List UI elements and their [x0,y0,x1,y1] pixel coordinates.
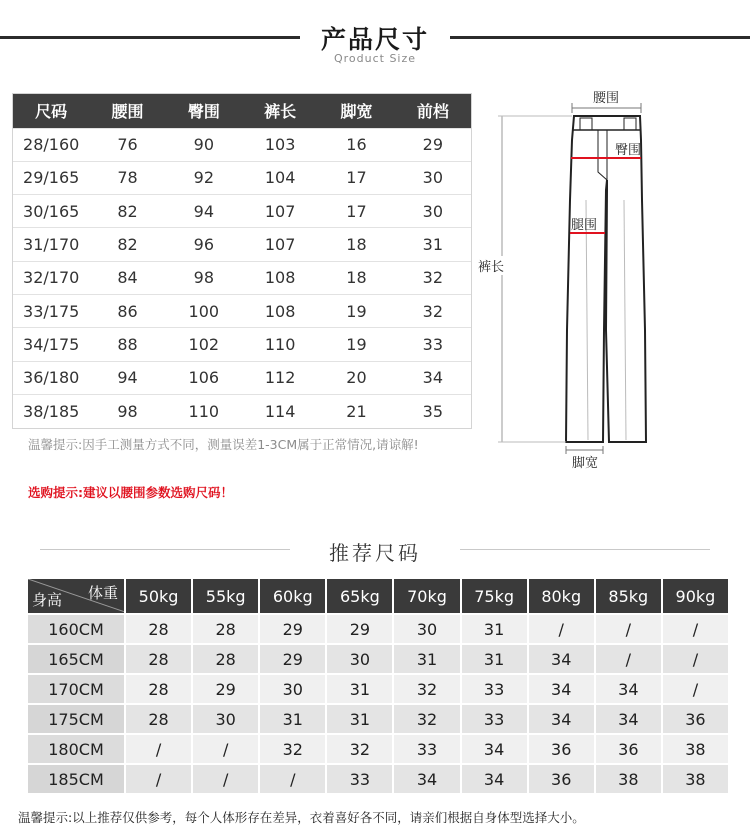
size-table-cell: 20 [318,361,394,394]
height-row-header: 180CM [28,735,124,763]
recommend-row [28,675,728,703]
recommend-row [28,705,728,733]
recommend-size-cell: 33 [462,705,527,733]
size-table-cell: 103 [242,128,318,161]
size-table-cell: 98 [166,261,242,294]
size-table-cell: 33/175 [13,294,89,327]
size-table-cell: 78 [89,161,165,194]
recommend-size-cell: 33 [394,735,459,763]
height-row-header: 175CM [28,705,124,733]
recommend-size-cell: 32 [327,735,392,763]
recommend-row [28,735,728,763]
weight-col-header: 60kg [260,579,325,613]
page-subtitle: Qroduct Size [333,52,417,65]
recommend-size-cell: 30 [193,705,258,733]
size-table-cell: 33 [395,328,471,361]
size-col-header: 裤长 [242,94,318,128]
waist-label: 腰围 [593,91,620,106]
recommend-size-cell: 38 [663,735,728,763]
size-table-cell: 110 [166,394,242,427]
size-table-cell: 35 [395,394,471,427]
recommend-size-cell: 29 [327,615,392,643]
recommend-size-cell: 34 [529,705,594,733]
size-table-cell: 28/160 [13,128,89,161]
size-table-cell: 98 [89,394,165,427]
measure-tip: 温馨提示:因手工测量方式不同，测量误差1-3CM属于正常情况,请谅解! [28,437,419,452]
recommend-size-cell: 31 [260,705,325,733]
size-table-row [13,394,471,427]
recommend-size-cell: 31 [394,645,459,673]
size-table-cell: 21 [318,394,394,427]
recommend-row [28,615,728,643]
recommend-size-cell: 28 [126,705,191,733]
recommend-size-cell: 34 [529,645,594,673]
size-table-cell: 32/170 [13,261,89,294]
recommend-size-cell: / [529,615,594,643]
size-table-row [13,195,471,228]
size-table-cell: 38/185 [13,394,89,427]
size-table-cell: 76 [89,128,165,161]
size-table-row [13,328,471,361]
size-col-header: 脚宽 [318,94,394,128]
recommend-size-cell: 36 [529,765,594,793]
size-table-cell: 18 [318,261,394,294]
size-table-cell: 112 [242,361,318,394]
pants-diagram [478,80,648,480]
size-table-cell: 88 [89,328,165,361]
size-table-row [13,228,471,261]
recommend-size-cell: 36 [529,735,594,763]
size-table-cell: 94 [166,195,242,228]
size-table-cell: 36/180 [13,361,89,394]
size-table-header [13,94,471,128]
size-table-cell: 18 [318,228,394,261]
recommend-size-cell: / [596,615,661,643]
height-row-header: 165CM [28,645,124,673]
recommend-size-cell: 34 [462,735,527,763]
size-table-row [13,128,471,161]
weight-col-header: 65kg [327,579,392,613]
recommend-size-cell: 38 [663,765,728,793]
weight-col-header: 90kg [663,579,728,613]
recommend-size-cell: / [260,765,325,793]
recommend-size-cell: 30 [394,615,459,643]
recommend-size-cell: / [193,765,258,793]
size-table-cell: 29/165 [13,161,89,194]
corner-weight-label: 体重 [87,584,118,602]
size-table-cell: 17 [318,195,394,228]
recommend-size-cell: 29 [260,615,325,643]
recommend-size-cell: / [663,615,728,643]
size-table-cell: 34/175 [13,328,89,361]
hip-label: 臀围 [615,143,642,158]
size-table-body [13,128,471,428]
size-table-cell: 100 [166,294,242,327]
recommend-size-cell: 28 [126,645,191,673]
size-table-cell: 34 [395,361,471,394]
size-table-cell: 108 [242,294,318,327]
size-table-cell: 29 [395,128,471,161]
size-table-cell: 114 [242,394,318,427]
recommend-size-cell: 28 [126,675,191,703]
recommend-size-cell: 34 [596,675,661,703]
size-table-cell: 102 [166,328,242,361]
recommend-body [28,615,728,793]
size-table-row [13,261,471,294]
recommend-size-cell: 34 [394,765,459,793]
size-table-cell: 30/165 [13,195,89,228]
hem-label: 脚宽 [572,456,599,471]
size-table-cell: 86 [89,294,165,327]
weight-col-header: 55kg [193,579,258,613]
recommend-size-cell: 34 [596,705,661,733]
height-row-header: 185CM [28,765,124,793]
size-table-cell: 31/170 [13,228,89,261]
recommend-header [28,579,728,613]
size-table-cell: 84 [89,261,165,294]
size-table-cell: 106 [166,361,242,394]
size-table-cell: 82 [89,228,165,261]
size-col-header: 臀围 [166,94,242,128]
size-table-cell: 32 [395,294,471,327]
recommend-size-cell: 30 [260,675,325,703]
weight-col-header: 70kg [394,579,459,613]
recommend-row [28,765,728,793]
recommend-size-cell: 31 [462,645,527,673]
size-table-cell: 90 [166,128,242,161]
recommend-size-cell: 38 [596,765,661,793]
corner-cell [28,579,124,613]
size-table-cell: 104 [242,161,318,194]
size-table-cell: 92 [166,161,242,194]
height-row-header: 170CM [28,675,124,703]
recommend-size-cell: / [663,645,728,673]
size-table-cell: 17 [318,161,394,194]
weight-col-header: 85kg [596,579,661,613]
recommend-size-cell: 28 [193,615,258,643]
size-table-wrap [12,93,472,429]
size-table-cell: 32 [395,261,471,294]
recommend-size-cell: 36 [663,705,728,733]
recommend-size-cell: 31 [327,675,392,703]
recommend-size-cell: 30 [327,645,392,673]
recommend-size-cell: 33 [462,675,527,703]
recommend-size-cell: 31 [327,705,392,733]
size-table-cell: 94 [89,361,165,394]
corner-height-label: 身高 [32,591,63,609]
recommend-size-cell: 31 [462,615,527,643]
size-col-header: 前档 [395,94,471,128]
recommend-title-bar [0,537,750,563]
choose-tip: 选购提示:建议以腰围参数选购尺码！ [28,485,233,500]
recommend-size-cell: 29 [193,675,258,703]
recommend-size-cell: / [193,735,258,763]
size-table-cell: 19 [318,328,394,361]
page-title: 产品尺寸 [320,25,429,54]
recommend-size-cell: 32 [260,735,325,763]
size-table-cell: 16 [318,128,394,161]
size-table-row [13,361,471,394]
size-table [13,94,471,428]
thigh-label: 腿围 [571,218,598,233]
recommend-size-cell: 32 [394,675,459,703]
recommend-size-cell: 28 [193,645,258,673]
size-table-cell: 19 [318,294,394,327]
weight-col-header: 75kg [462,579,527,613]
recommend-size-cell: / [126,765,191,793]
bottom-tip: 温馨提示:以上推荐仅供参考，每个人体形存在差异，衣着喜好各不同，请亲们根据自身体型选择大小。 [18,810,585,825]
recommend-size-cell: / [596,645,661,673]
recommend-size-cell: / [663,675,728,703]
size-table-cell: 82 [89,195,165,228]
recommend-size-cell: 34 [462,765,527,793]
recommend-row [28,645,728,673]
size-table-cell: 107 [242,195,318,228]
size-col-header: 腰围 [89,94,165,128]
weight-col-header: 50kg [126,579,191,613]
recommend-size-cell: 36 [596,735,661,763]
size-table-cell: 108 [242,261,318,294]
size-table-cell: 30 [395,161,471,194]
size-table-cell: 31 [395,228,471,261]
size-table-row [13,294,471,327]
size-table-cell: 96 [166,228,242,261]
size-table-cell: 110 [242,328,318,361]
recommend-size-cell: 29 [260,645,325,673]
recommend-title: 推荐尺码 [329,541,421,565]
weight-col-header: 80kg [529,579,594,613]
size-table-row [13,161,471,194]
recommend-size-cell: 32 [394,705,459,733]
recommend-size-cell: 28 [126,615,191,643]
recommend-table [26,577,730,795]
length-label: 裤长 [478,256,504,275]
size-col-header: 尺码 [13,94,89,128]
size-table-cell: 30 [395,195,471,228]
recommend-size-cell: 34 [529,675,594,703]
recommend-size-cell: / [126,735,191,763]
size-table-cell: 107 [242,228,318,261]
height-row-header: 160CM [28,615,124,643]
recommend-size-cell: 33 [327,765,392,793]
